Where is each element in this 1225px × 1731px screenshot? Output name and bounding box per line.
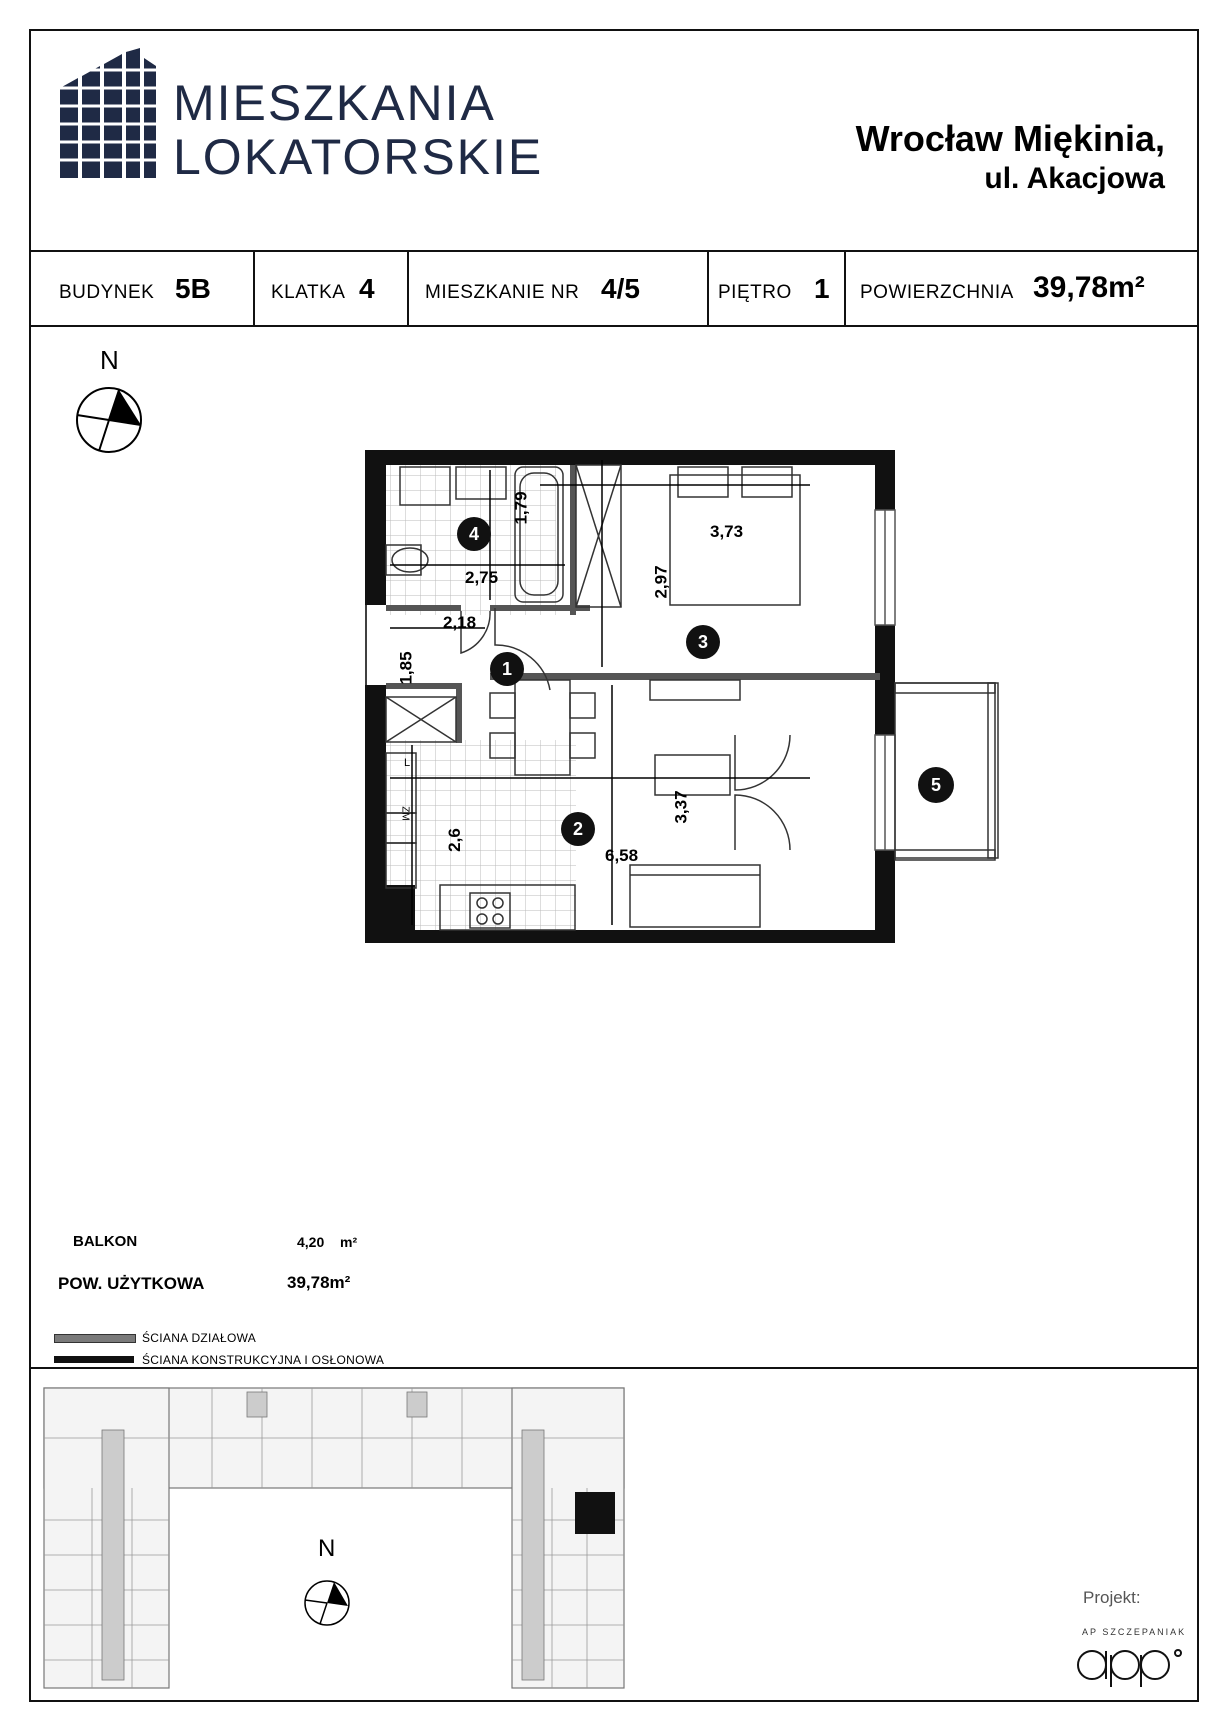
area-number: 39,78	[1033, 271, 1109, 304]
room-number: 1	[501, 659, 512, 679]
coffee-table	[655, 755, 730, 795]
site-divider	[29, 1367, 1199, 1369]
dim-label: 6,58	[605, 846, 639, 865]
area-unit: m²	[1108, 271, 1145, 304]
room-number: 5	[930, 775, 941, 795]
firm-name: AP SZCZEPANIAK	[1082, 1627, 1187, 1637]
compass-label: N	[100, 345, 119, 375]
header-divider	[29, 250, 1199, 252]
balcony-value: 4,20	[297, 1234, 325, 1250]
wall-right-bottom	[875, 850, 895, 943]
dim-label: 2,18	[443, 613, 477, 632]
wall-corner-block	[365, 885, 415, 943]
highlighted-apartment	[575, 1492, 615, 1534]
room-number: 4	[468, 524, 479, 544]
building-label: BUDYNEK	[59, 282, 155, 303]
floor-label: PIĘTRO	[718, 282, 792, 303]
dim-label: 3,37	[671, 790, 691, 824]
floor-plan	[360, 445, 1010, 950]
site-compass-icon	[302, 1578, 352, 1628]
wall-bottom	[365, 930, 895, 943]
brand-line-2: LOKATORSKIE	[173, 129, 544, 185]
room-number: 2	[572, 819, 583, 839]
room-marker-3	[686, 625, 720, 659]
legend-structural-swatch	[54, 1356, 134, 1363]
tv-stand	[650, 680, 740, 700]
dim-label: 2,75	[465, 568, 499, 587]
room-marker-4	[457, 517, 491, 551]
info-divider	[29, 325, 1199, 327]
wall-left-upper	[365, 450, 386, 605]
legend-structural-label: ŚCIANA KONSTRUKCYJNA I OSŁONOWA	[142, 1353, 385, 1367]
brand-line-1: MIESZKANIA	[173, 75, 496, 131]
room-marker-5	[918, 767, 954, 803]
floor-value: 1	[814, 273, 830, 304]
balcony-unit: m²	[340, 1234, 358, 1250]
compass-icon	[74, 385, 144, 455]
usable-area-value: 39,78m²	[287, 1273, 351, 1292]
info-separator	[707, 250, 709, 326]
wall-top	[365, 450, 895, 465]
room-number: 3	[697, 632, 708, 652]
room-marker-2	[561, 812, 595, 846]
dim-label: 1,79	[511, 491, 531, 525]
apartment-label: MIESZKANIE NR	[425, 282, 580, 303]
info-separator	[844, 250, 846, 326]
dim-label: 3,73	[710, 522, 744, 541]
project-label: Projekt:	[1083, 1588, 1141, 1607]
dim-label: 2,6	[444, 828, 464, 852]
dim-label: 1,85	[396, 651, 416, 685]
site-compass-label: N	[318, 1535, 336, 1562]
balcony-label: BALKON	[73, 1233, 138, 1250]
stairwell-label: KLATKA	[271, 282, 346, 303]
room-marker-1	[490, 652, 524, 686]
address-street: ul. Akacjowa	[984, 162, 1165, 195]
usable-area-label: POW. UŻYTKOWA	[58, 1274, 205, 1293]
fridge-label: L	[404, 757, 411, 769]
dim-label: 2,97	[651, 565, 671, 599]
stairwell-value: 4	[359, 273, 375, 304]
legend-partition-swatch	[54, 1334, 136, 1343]
info-separator	[253, 250, 255, 326]
info-separator	[407, 250, 409, 326]
apartment-value: 4/5	[601, 273, 640, 304]
firm-logo-icon	[1075, 1645, 1185, 1690]
area-label: POWIERZCHNIA	[860, 282, 1014, 303]
building-value: 5B	[175, 273, 211, 304]
wall-right-top	[875, 450, 895, 510]
legend-partition-label: ŚCIANA DZIAŁOWA	[142, 1331, 257, 1345]
area-value	[1033, 271, 1145, 305]
address-city: Wrocław Miękinia,	[855, 118, 1165, 159]
washer-label: ZM	[399, 806, 411, 821]
site-plan	[32, 1380, 652, 1695]
building-logo-icon	[60, 48, 160, 178]
